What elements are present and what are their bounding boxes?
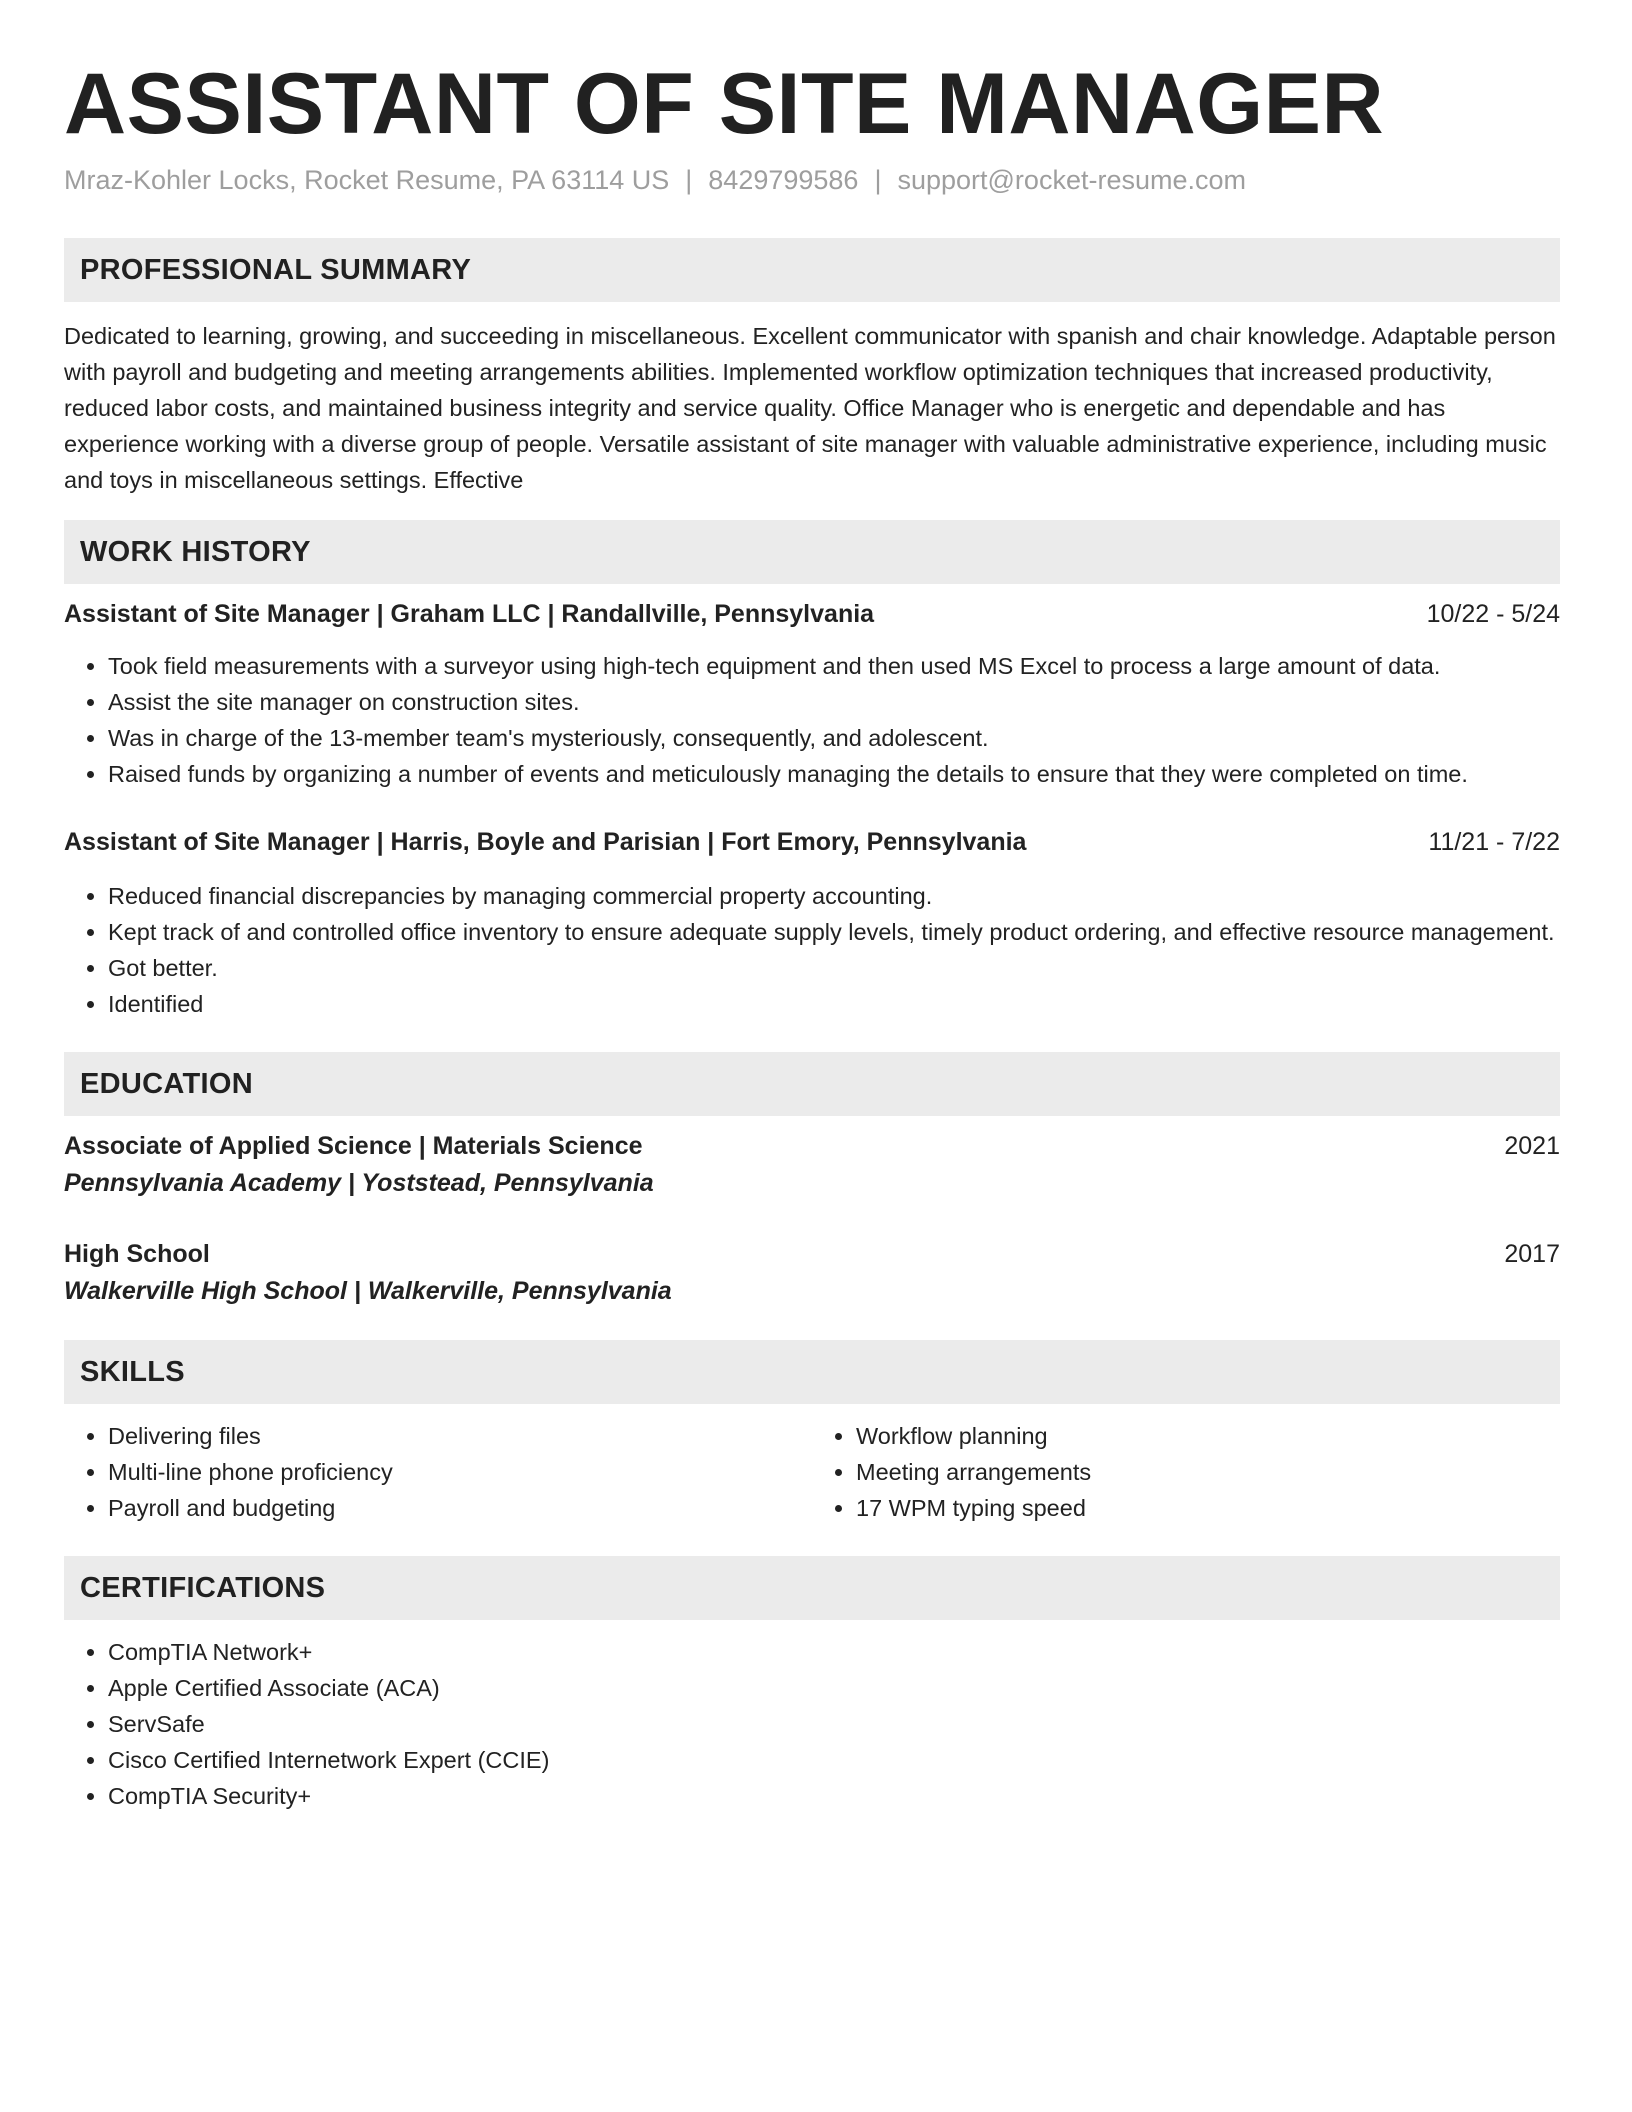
summary-text: Dedicated to learning, growing, and succeeding in miscellaneous. Excellent communicator with spanish and chair knowledge. Adaptable person with payroll and budgeting and meeting arrangements abilities. Implemented workflow optimization techniques that increased productivity, reduced labor costs, and maintained business integrity and service quality. Office Manager who is energetic and dependable and has experience working with a diverse group of people. Versatile assistant of site manager with valuable administrative experience, including music and toys in miscellaneous settings. Effective [64,323,1556,493]
certification-item: • CompTIA Security+ [108,1778,1560,1814]
skill-item: • 17 WPM typing speed [856,1490,1560,1526]
skills-list-right [812,1418,1560,1526]
section-header-education: EDUCATION [64,1052,1560,1116]
certification-item: • Cisco Certified Internetwork Expert (CCIE) [108,1742,1560,1778]
section-header-certifications: CERTIFICATIONS [64,1556,1560,1620]
job-bullets [64,648,1560,792]
education-year: 2017 [1504,1240,1560,1268]
job-bullet: • Took field measurements with a surveyor using high-tech equipment and then used MS Excel to process a large amount of data. [108,648,1560,684]
job-title: Assistant of Site Manager | Harris, Boyle and Parisian | Fort Emory, Pennsylvania [64,828,1027,856]
section-header-skills: SKILLS [64,1340,1560,1404]
skill-item: • Delivering files [108,1418,812,1454]
job-dates: 10/22 - 5/24 [1426,600,1560,628]
candidate-name: ASSISTANT OF SITE MANAGER [64,56,1385,152]
resume-page [64,0,1560,1814]
contact-line [64,162,1560,198]
education-entry [64,1128,1560,1202]
job-bullet: • Kept track of and controlled office inventory to ensure adequate supply levels, timely product ordering, and effective resource management. [108,914,1560,950]
job-bullet: • Raised funds by organizing a number of events and meticulously managing the details to ensure that they were completed on time. [108,756,1560,792]
contact-email: support@rocket-resume.com [897,165,1246,195]
education-year: 2021 [1504,1132,1560,1160]
education-degree: High School [64,1240,210,1268]
skill-item: • Multi-line phone proficiency [108,1454,812,1490]
education-school: Walkerville High School | Walkerville, Pennsylvania [64,1277,672,1305]
education-school: Pennsylvania Academy | Yoststead, Pennsylvania [64,1169,654,1197]
job-bullet: • Got better. [108,950,1560,986]
job-header [64,596,1560,632]
contact-separator: | [685,165,693,195]
job-title: Assistant of Site Manager | Graham LLC | Randallville, Pennsylvania [64,600,875,628]
job-entry [64,596,1560,792]
job-bullets [64,878,1560,1022]
job-bullet: • Reduced financial discrepancies by managing commercial property accounting. [108,878,1560,914]
job-entry [64,824,1560,1022]
contact-separator: | [874,165,882,195]
certifications-list [64,1634,1560,1814]
skills-list-left [64,1418,812,1526]
section-header-summary: PROFESSIONAL SUMMARY [64,238,1560,302]
job-dates: 11/21 - 7/22 [1428,828,1560,856]
job-header [64,824,1560,860]
skill-item: • Workflow planning [856,1418,1560,1454]
certification-item: • Apple Certified Associate (ACA) [108,1670,1560,1706]
skill-item: • Payroll and budgeting [108,1490,812,1526]
certification-item: • CompTIA Network+ [108,1634,1560,1670]
education-entry [64,1236,1560,1310]
education-header [64,1236,1560,1272]
contact-address: Mraz-Kohler Locks, Rocket Resume, PA 63114 US [64,165,670,195]
section-header-work-history: WORK HISTORY [64,520,1560,584]
contact-phone: 8429799586 [708,165,859,195]
skills-grid [64,1418,1560,1526]
job-bullet: • Identified [108,986,1560,1022]
education-degree: Associate of Applied Science | Materials Science [64,1132,643,1160]
job-bullet: • Assist the site manager on construction sites. [108,684,1560,720]
certification-item: • ServSafe [108,1706,1560,1742]
job-bullet: • Was in charge of the 13-member team's mysteriously, consequently, and adolescent. [108,720,1560,756]
education-header [64,1128,1560,1164]
skill-item: • Meeting arrangements [856,1454,1560,1490]
